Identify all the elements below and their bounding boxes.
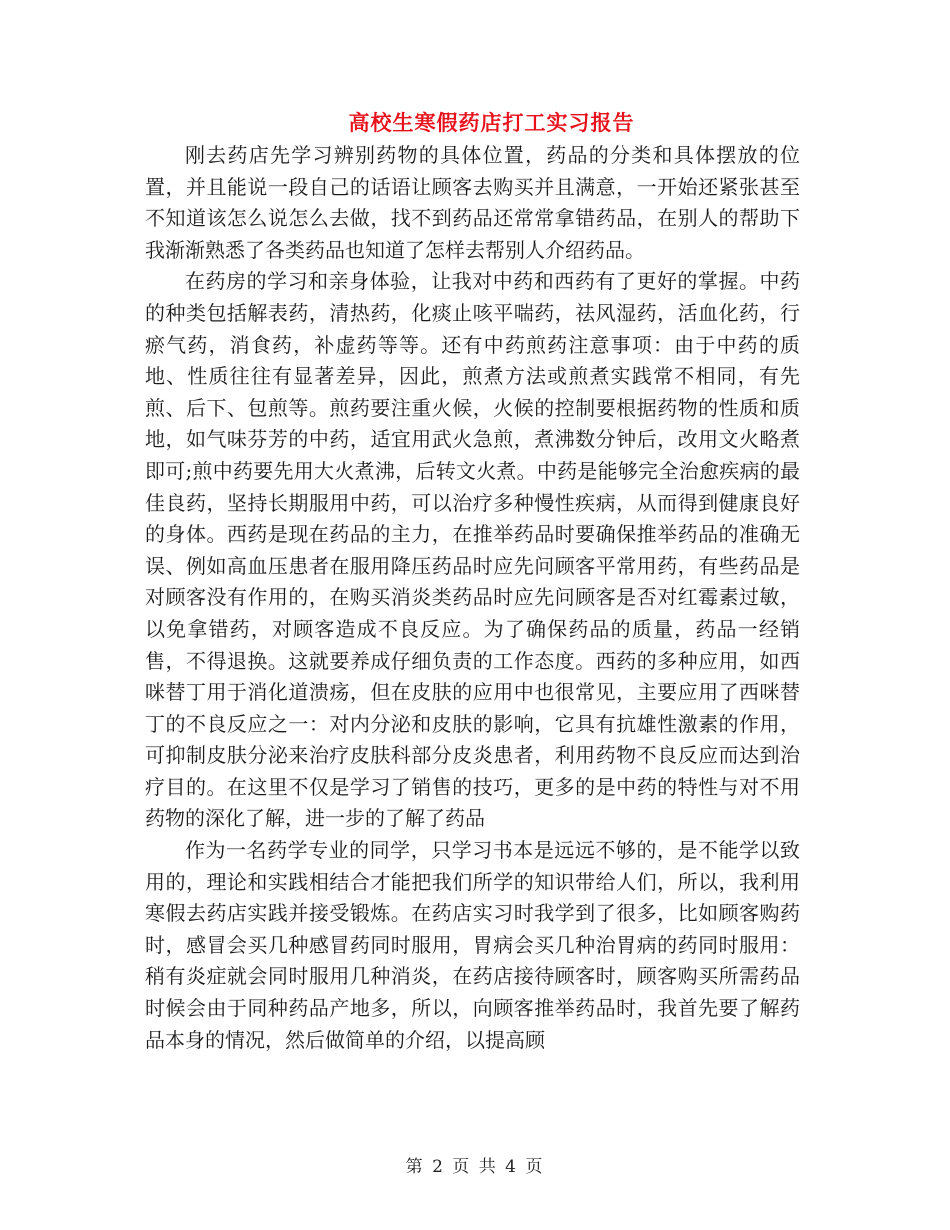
paragraph-1: 刚去药店先学习辨别药物的具体位置，药品的分类和具体摆放的位置，并且能说一段自己的话语让顾客去购买并且满意，一开始还紧张甚至不知道该怎么说怎么去做，找不到药品还常常拿错药品，在别人的帮助下我渐渐熟悉了各类药品也知道了怎样去帮别人介绍药品。 <box>145 143 800 262</box>
page-number-footer: 第 2 页 共 4 页 <box>405 1157 545 1177</box>
paragraph-3: 作为一名药学专业的同学，只学习书本是远远不够的，是不能学以致用的，理论和实践相结合才能把我们所学的知识带给人们，所以，我利用寒假去药店实践并接受锻炼。在药店实习时我学到了很多，比如顾客购药时，感冒会买几种感冒药同时服用，胃病会买几种治胃病的药同时服用：稍有炎症就会同时服用几种消炎，在药店接待顾客时，顾客购买所需药品时候会由于同种药品产地多，所以，向顾客推举药品时，我首先要了解药品本身的情况，然后做简单的介绍，以提高顾 <box>145 838 800 1052</box>
paragraph-2: 在药房的学习和亲身体验，让我对中药和西药有了更好的掌握。中药的种类包括解表药，清热药，化痰止咳平喘药，祛风湿药，活血化药，行瘀气药，消食药，补虚药等等。还有中药煎药注意事项：由于中药的质地、性质往往有显著差异，因此，煎煮方法或煎煮实践常不相同，有先煎、后下、包煎等。煎药要注重火候，火候的控制要根据药物的性质和质地，如气味芬芳的中药，适宜用武火急煎，煮沸数分钟后，改用文火略煮即可;煎中药要先用大火煮沸，后转文火煮。中药是能够完全治愈疾病的最佳良药，坚持长期服用中药，可以治疗多种慢性疾病，从而得到健康良好的身体。西药是现在药品的主力，在推举药品时要确保推举药品的准确无误、例如高血压患者在服用降压药品时应先问顾客平常用药，有些药品是对顾客没有作用的，在购买消炎类药品时应先问顾客是否对红霉素过敏，以免拿错药，对顾客造成不良反应。为了确保药品的质量，药品一经销售，不得退换。这就要养成仔细负责的工作态度。西药的多种应用，如西咪替丁用于消化道溃疡，但在皮肤的应用中也很常见，主要应用了西咪替丁的不良反应之一：对内分泌和皮肤的影响，它具有抗雄性激素的作用，可抑制皮肤分泌来治疗皮肤科部分皮炎患者，利用药物不良反应而达到治疗目的。在这里不仅是学习了销售的技巧，更多的是中药的特性与对不用药物的深化了解，进一步的了解了药品 <box>145 269 800 831</box>
document-page <box>145 108 800 1056</box>
document-title: 高校生寒假药店打工实习报告 <box>348 110 635 135</box>
